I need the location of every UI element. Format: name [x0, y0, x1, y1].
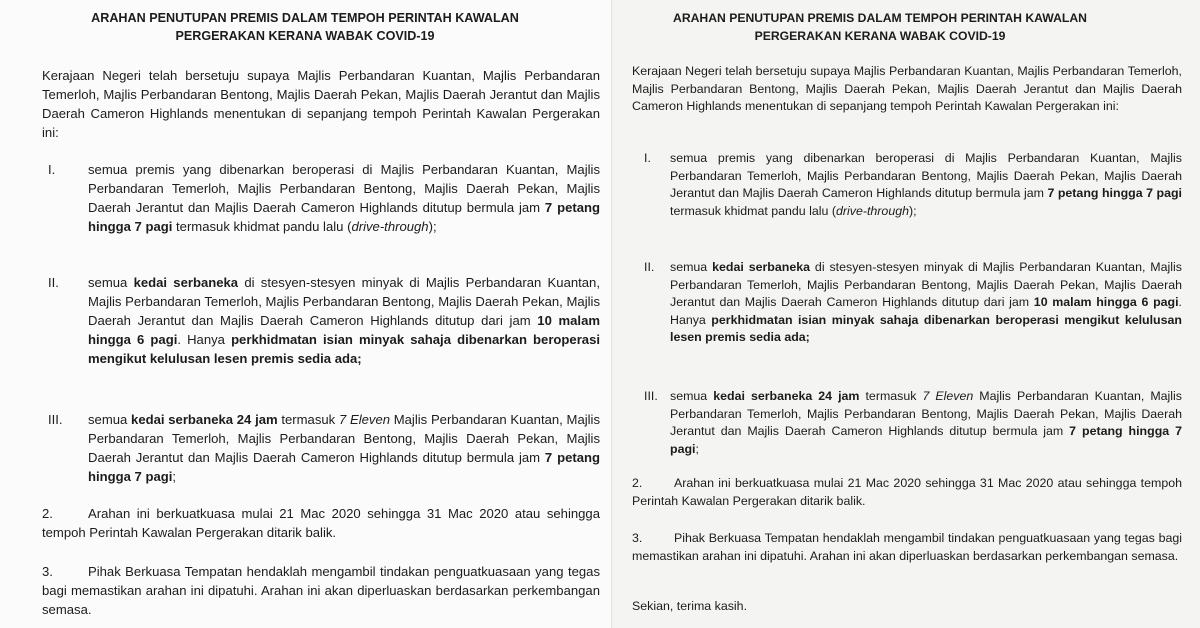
- item-text: semua premis yang dibenarkan beroperasi di Majlis Perbandaran Kuantan, Majlis Perbandaran Temerloh, Majlis Perbandaran Bentong, Majlis Daerah Pekan, Majlis Daerah Jerantut dan Majlis Daerah Cameron Highlands ditutup bermula jam 7 petang hingga 7 pagi termasuk khidmat pandu lalu (drive-through);: [670, 151, 1182, 218]
- document-title: [40, 9, 570, 45]
- document-title: [630, 9, 1130, 45]
- item-text: semua kedai serbaneka 24 jam termasuk 7 Eleven Majlis Perbandaran Kuantan, Majlis Perbandaran Temerloh, Majlis Perbandaran Bentong, Majlis Daerah Pekan, Majlis Daerah Jerantut dan Majlis Daerah Cameron Highlands ditutup bermula jam 7 petang hingga 7 pagi;: [670, 389, 1182, 456]
- item-text: semua kedai serbaneka di stesyen-stesyen minyak di Majlis Perbandaran Kuantan, Majlis Perbandaran Temerloh, Majlis Perbandaran Bentong, Majlis Daerah Pekan, Majlis Daerah Jerantut dan Majlis Daerah Cameron Highlands ditutup dari jam 10 malam hingga 6 pagi. Hanya perkhidmatan isian minyak sahaja dibenarkan beroperasi mengikut kelulusan lesen premis sedia ada;: [88, 275, 601, 366]
- item-text: semua premis yang dibenarkan beroperasi di Majlis Perbandaran Kuantan, Majlis Perbandaran Temerloh, Majlis Perbandaran Bentong, Majlis Daerah Pekan, Majlis Daerah Jerantut dan Majlis Daerah Cameron Highlands ditutup bermula jam 7 petang hingga 7 pagi termasuk khidmat pandu lalu (drive-through);: [88, 162, 600, 234]
- document-page-right: [612, 0, 1200, 628]
- paragraph-number: 2.: [632, 476, 643, 490]
- item-text: semua kedai serbaneka 24 jam termasuk 7 Eleven Majlis Perbandaran Kuantan, Majlis Perbandaran Temerloh, Majlis Perbandaran Bentong, Majlis Daerah Pekan, Majlis Daerah Jerantut dan Majlis Daerah Cameron Highlands ditutup bermula jam 7 petang hingga 7 pagi;: [88, 412, 600, 484]
- paragraph-text: Arahan ini berkuatkuasa mulai 21 Mac 2020 sehingga 31 Mac 2020 atau sehingga tempoh Perintah Kawalan Pergerakan ditarik balik.: [42, 506, 600, 540]
- title-line-1: ARAHAN PENUTUPAN PREMIS DALAM TEMPOH PERINTAH KAWALAN: [91, 11, 519, 25]
- title-line-1: ARAHAN PENUTUPAN PREMIS DALAM TEMPOH PERINTAH KAWALAN: [673, 11, 1087, 25]
- paragraph-text: Pihak Berkuasa Tempatan hendaklah mengambil tindakan penguatkuasaan yang tegas bagi memastikan arahan ini dipatuhi. Arahan ini akan diperluaskan berdasarkan perkembangan semasa.: [42, 564, 600, 617]
- item-number: I.: [644, 151, 651, 165]
- item-number: III.: [48, 412, 63, 427]
- paragraph-number: 3.: [42, 564, 53, 579]
- paragraph-text: Pihak Berkuasa Tempatan hendaklah mengambil tindakan penguatkuasaan yang tegas bagi memastikan arahan ini dipatuhi. Arahan ini akan diperluaskan berdasarkan perkembangan semasa.: [632, 531, 1182, 563]
- paragraph-number: 3.: [632, 531, 643, 545]
- item-number: I.: [48, 162, 56, 177]
- title-line-2: PERGERAKAN KERANA WABAK COVID-19: [754, 29, 1006, 43]
- intro-paragraph: Kerajaan Negeri telah bersetuju supaya Majlis Perbandaran Kuantan, Majlis Perbandaran Temerloh, Majlis Perbandaran Bentong, Majlis Daerah Pekan, Majlis Daerah Jerantut dan Majlis Daerah Cameron Highlands menentukan di sepanjang tempoh Perintah Kawalan Pergerakan ini:: [42, 68, 600, 140]
- title-line-2: PERGERAKAN KERANA WABAK COVID-19: [175, 29, 435, 43]
- paragraph-text: Arahan ini berkuatkuasa mulai 21 Mac 2020 sehingga 31 Mac 2020 atau sehingga tempoh Perintah Kawalan Pergerakan ditarik balik.: [632, 476, 1182, 508]
- item-number: II.: [644, 260, 655, 274]
- item-text: semua kedai serbaneka di stesyen-stesyen minyak di Majlis Perbandaran Kuantan, Majlis Perbandaran Temerloh, Majlis Perbandaran Bentong, Majlis Daerah Pekan, Majlis Daerah Jerantut dan Majlis Daerah Cameron Highlands ditutup dari jam 10 malam hingga 6 pagi. Hanya perkhidmatan isian minyak sahaja dibenarkan beroperasi mengikut kelulusan lesen premis sedia ada;: [670, 260, 1182, 344]
- item-number: II.: [48, 275, 59, 290]
- intro-paragraph: Kerajaan Negeri telah bersetuju supaya Majlis Perbandaran Kuantan, Majlis Perbandaran Temerloh, Majlis Perbandaran Bentong, Majlis Daerah Pekan, Majlis Daerah Jerantut dan Majlis Daerah Cameron Highlands menentukan di sepanjang tempoh Perintah Kawalan Pergerakan ini:: [632, 64, 1182, 113]
- closing-line: Sekian, terima kasih.: [632, 599, 748, 613]
- item-number: III.: [644, 389, 658, 403]
- paragraph-number: 2.: [42, 506, 53, 521]
